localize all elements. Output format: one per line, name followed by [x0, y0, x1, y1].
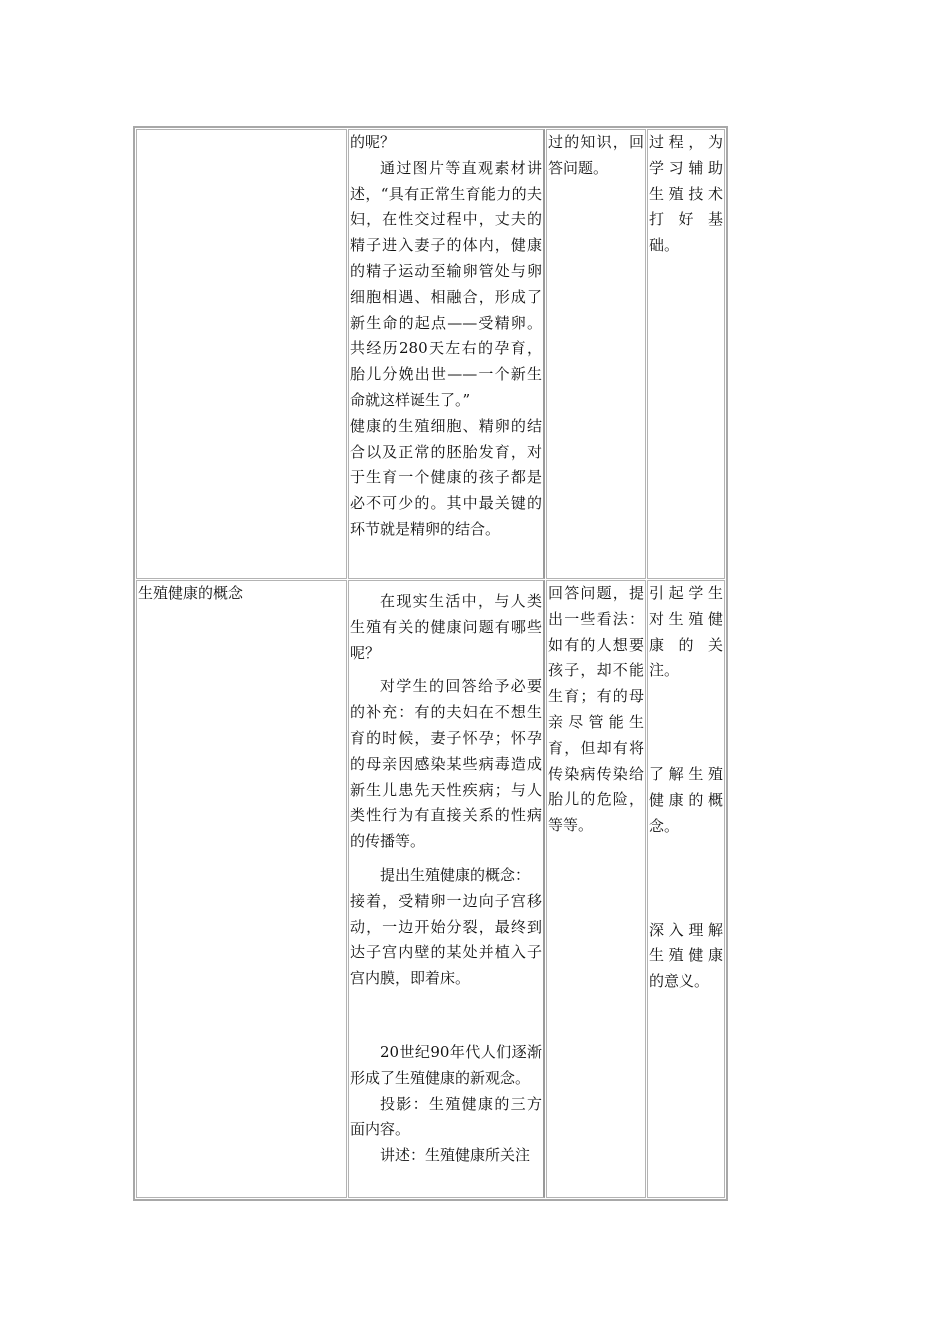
teacher-text: 健康的生殖细胞、精卵的结合以及正常的胚胎发育，对于生育一个健康的孩子都是必不可少的。其中最关键的环节就是精卵的结合。 [350, 416, 542, 538]
teacher-text: 20世纪90年代人们逐渐形成了生殖健康的新观念。 [350, 1042, 542, 1087]
teacher-activity-cell [348, 580, 545, 1198]
design-intent-cell [647, 129, 725, 579]
intent-text: 了解生殖健康的概念。 [649, 765, 723, 835]
topic-cell [136, 580, 347, 1198]
teacher-text: 在现实生活中，与人类生殖有关的健康问题有哪些呢？ [350, 592, 542, 662]
table-row [136, 129, 725, 579]
teacher-text: 讲述：生殖健康所关注 [380, 1146, 531, 1165]
teacher-text: 对学生的回答给予必要的补充：有的夫妇在不想生育的时候，妻子怀孕；怀孕的母亲因感染某些病毒造成新生儿患先天性疾病；与人类性行为有直接关系的性病的传播等。 [350, 677, 542, 851]
table-row [136, 580, 725, 1198]
teacher-activity-cell [348, 129, 545, 579]
topic-cell [136, 129, 347, 579]
teacher-text: 提出生殖健康的概念： [380, 865, 531, 884]
student-activity-cell [546, 129, 646, 579]
topic-text: 生殖健康的概念 [138, 584, 244, 602]
student-text: 过的知识，回答问题。 [548, 133, 644, 177]
intent-text: 过程，为学习辅助生殖技术打好基础。 [649, 133, 723, 255]
intent-text: 深入理解生殖健康的意义。 [649, 920, 723, 991]
teacher-text: 通过图片等直观素材讲述，“具有正常生育能力的夫妇，在性交过程中，丈夫的精子进入妻子的体内，健康的精子运动至输卵管处与卵细胞相遇、相融合，形成了新生命的起点——受精卵。共经历280天左右的孕育，胎儿分娩出世——一个新生命就这样诞生了。” [350, 158, 542, 409]
design-intent-cell [647, 580, 725, 1198]
teacher-text: 接着，受精卵一边向子宫移动，一边开始分裂，最终到达子宫内壁的某处并植入子宫内膜，即着床。 [350, 891, 542, 988]
student-text: 回答问题，提出一些看法：如有的人想要孩子，却不能生育；有的母亲尽管能生育，但却有将传染病传染给胎儿的危险，等等。 [548, 584, 644, 835]
teacher-text: 投影：生殖健康的三方面内容。 [350, 1094, 542, 1139]
teacher-text: 的呢？ [350, 133, 396, 151]
lesson-plan-table [133, 126, 728, 1201]
intent-text: 引起学生对生殖健康的关注。 [649, 584, 723, 680]
student-activity-cell [546, 580, 646, 1198]
